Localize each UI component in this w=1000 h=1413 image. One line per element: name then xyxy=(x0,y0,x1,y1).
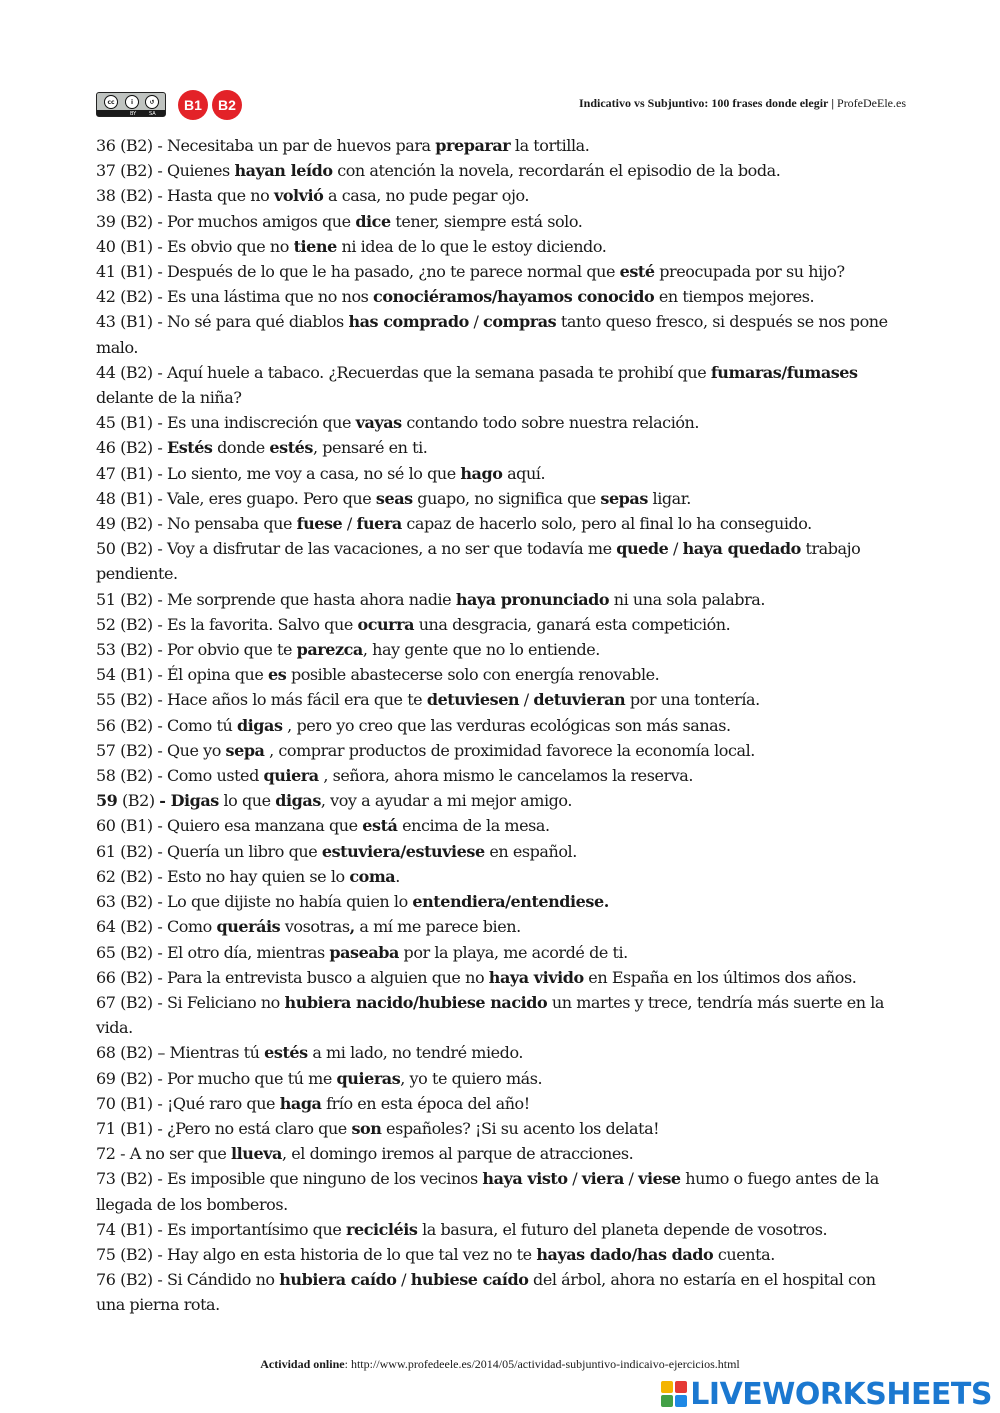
answer-verb: estuviera/estuviese xyxy=(321,841,485,861)
sentence-text: 40 (B1) - Es obvio que no xyxy=(96,236,294,256)
answer-verb: Estés xyxy=(166,438,213,458)
sentence-text: , señora, ahora mismo le cancelamos la reserva. xyxy=(318,766,693,786)
sentence-text: 55 (B2) - Hace años lo más fácil era que te xyxy=(96,690,427,710)
sentence-text: 49 (B2) - No pensaba que xyxy=(96,514,297,534)
sentence-item xyxy=(96,864,908,889)
sentence-text: 46 (B2) - xyxy=(96,438,167,458)
answer-verb: parezca xyxy=(296,640,363,660)
answer-verb: sepa xyxy=(225,740,265,760)
sentence-text: 76 (B2) - Si Cándido no xyxy=(96,1270,280,1290)
sentence-text: a casa, no pude pegar ojo. xyxy=(323,186,529,206)
sentence-item xyxy=(96,209,908,234)
watermark-text: LIVEWORKSHEETS xyxy=(690,1376,992,1412)
sentence-item xyxy=(96,1116,908,1141)
sentence-text: a mi lado, no tendré miedo. xyxy=(307,1043,523,1063)
sentence-item xyxy=(96,1091,908,1116)
sentence-item xyxy=(96,713,908,738)
sentence-item xyxy=(96,889,908,914)
sentence-text: 42 (B2) - Es una lástima que no nos xyxy=(96,287,374,307)
sentence-text: 66 (B2) - Para la entrevista busco a alguien que no xyxy=(96,967,489,987)
sentence-text: 73 (B2) - Es imposible que ninguno de los vecinos xyxy=(96,1169,483,1189)
sentence-item xyxy=(96,259,908,284)
sentence-text: 37 (B2) - Quienes xyxy=(96,161,235,181)
sentence-text: 64 (B2) - Como xyxy=(96,917,217,937)
sentence-text: 41 (B1) - Después de lo que le ha pasado, ¿no te parece normal que xyxy=(96,262,620,282)
answer-verb: haya vivido xyxy=(488,967,584,987)
sentence-text: 70 (B1) - ¡Qué raro que xyxy=(96,1093,280,1113)
answer-verb: digas xyxy=(275,791,321,811)
sentence-text: , pero yo creo que las verduras ecológicas son más sanas. xyxy=(282,715,731,735)
footer-url[interactable]: http://www.profedeele.es/2014/05/actividad-subjuntivo-indicaivo-ejercicios.html xyxy=(350,1357,740,1371)
answer-verb: digas xyxy=(236,715,283,735)
sentence-item xyxy=(96,1040,908,1065)
sentence-text: frío en esta época del año! xyxy=(321,1093,530,1113)
answer-verb: quieras xyxy=(336,1068,401,1088)
answer-verb: fuera xyxy=(356,514,402,534)
answer-verb: , xyxy=(349,917,355,937)
sentence-item xyxy=(96,940,908,965)
answer-verb: entendiera/entendiese. xyxy=(412,892,609,912)
site-name: ProfeDeEle.es xyxy=(837,96,906,110)
sentence-text: tener, siempre está solo. xyxy=(390,211,583,231)
page-header xyxy=(96,88,906,122)
liveworksheets-watermark xyxy=(661,1377,992,1411)
sentence-text: 51 (B2) - Me sorprende que hasta ahora nadie xyxy=(96,589,456,609)
sentence-item xyxy=(96,990,908,1040)
sentence-text: delante de la niña? xyxy=(96,388,242,408)
sentence-text: 67 (B2) - Si Feliciano no xyxy=(96,992,285,1012)
sentence-text: ni idea de lo que le estoy diciendo. xyxy=(336,236,607,256)
answer-verb: haya visto xyxy=(482,1169,568,1189)
sentence-text: . xyxy=(395,866,400,886)
sentence-text: 36 (B2) - Necesitaba un par de huevos para xyxy=(96,136,436,155)
footer xyxy=(0,1357,1000,1372)
sentence-text: 48 (B1) - Vale, eres guapo. Pero que xyxy=(96,488,376,508)
sentence-text: preocupada por su hijo? xyxy=(654,262,845,282)
sentence-text: 72 - A no ser que xyxy=(96,1144,232,1164)
title-separator: | xyxy=(831,96,835,110)
attribution-icon: i xyxy=(125,95,139,109)
sentence-text: 58 (B2) - Como usted xyxy=(96,766,264,786)
answer-verb: recicléis xyxy=(345,1219,418,1239)
license-sa-label: SA xyxy=(149,111,156,117)
sentence-item xyxy=(96,662,908,687)
footer-label: Actividad online xyxy=(260,1357,345,1371)
answer-verb: hubiese caído xyxy=(410,1270,529,1290)
sentence-text: la basura, el futuro del planeta depende de vosotros. xyxy=(417,1219,828,1239)
sentence-item xyxy=(96,637,908,662)
sentence-text: tanto queso fresco, si después se nos pone malo. xyxy=(96,312,888,357)
sentence-item xyxy=(96,1066,908,1091)
sentence-text: 68 (B2) – Mientras tú xyxy=(96,1043,265,1063)
sentence-item xyxy=(96,158,908,183)
sentence-text: humo o fuego antes de la llegada de los bomberos. xyxy=(96,1169,879,1214)
sentence-text: 50 (B2) - Voy a disfrutar de las vacaciones, a no ser que todavía me xyxy=(96,539,617,559)
sentence-text: la tortilla. xyxy=(510,136,590,155)
sentence-text: (B2) xyxy=(117,791,160,811)
sentence-text: aquí. xyxy=(502,463,546,483)
sentence-text: por la playa, me acordé de ti. xyxy=(398,942,628,962)
sentence-text: , voy a ayudar a mi mejor amigo. xyxy=(320,791,572,811)
answer-verb: 59 xyxy=(96,791,118,811)
answer-verb: tiene xyxy=(293,236,337,256)
sentence-item xyxy=(96,410,908,435)
sentence-text: contando todo sobre nuestra relación. xyxy=(401,413,700,433)
sentence-text: 60 (B1) - Quiero esa manzana que xyxy=(96,816,363,836)
sentence-text: en español. xyxy=(484,841,577,861)
answer-verb: estés xyxy=(269,438,313,458)
sentence-text: , comprar productos de proximidad favorece la economía local. xyxy=(264,740,755,760)
answer-verb: fuese xyxy=(296,514,343,534)
answer-verb: ocurra xyxy=(357,614,415,634)
sentence-item xyxy=(96,486,908,511)
sentence-text: 65 (B2) - El otro día, mientras xyxy=(96,942,330,962)
sentence-text: donde xyxy=(212,438,270,458)
sentence-text: 61 (B2) - Quería un libro que xyxy=(96,841,322,861)
sentence-text: cuenta. xyxy=(713,1244,775,1264)
sentence-item xyxy=(96,813,908,838)
sentence-text: un martes y trece, tendría más suerte en la vida. xyxy=(96,992,885,1038)
sentence-item xyxy=(96,612,908,637)
sentence-text: / xyxy=(623,1169,639,1189)
sentence-item xyxy=(96,461,908,486)
answer-verb: dice xyxy=(355,211,391,231)
answer-verb: llueva xyxy=(231,1144,282,1164)
sentence-item xyxy=(96,133,908,158)
sentence-item xyxy=(96,788,908,813)
answer-verb: está xyxy=(362,816,398,836)
answer-verb: quede xyxy=(616,539,669,559)
answer-verb: coma xyxy=(349,866,396,886)
sentence-item xyxy=(96,738,908,763)
sentence-item xyxy=(96,284,908,309)
level-badge-b2: B2 xyxy=(212,90,242,120)
sentence-item xyxy=(96,360,908,410)
license-by-label: BY xyxy=(130,111,137,117)
sentence-text: / xyxy=(342,514,357,534)
answer-verb: hubiera nacido/hubiese nacido xyxy=(284,992,548,1012)
sentence-text: 54 (B1) - Él opina que xyxy=(96,665,269,685)
sentence-text: ligar. xyxy=(647,488,691,508)
answer-verb: - Digas xyxy=(159,791,219,811)
sentence-text: 52 (B2) - Es la favorita. Salvo que xyxy=(96,614,358,634)
sentence-text: lo que xyxy=(218,791,276,811)
footer-colon: : xyxy=(344,1357,348,1371)
sentence-text: del árbol, ahora no estaría en el hospital con una pierna rota. xyxy=(96,1270,876,1315)
answer-verb: esté xyxy=(619,262,655,282)
answer-verb: viera xyxy=(581,1169,624,1189)
sentence-text: 47 (B1) - Lo siento, me voy a casa, no sé lo que xyxy=(96,463,461,483)
sentence-text: , pensaré en ti. xyxy=(312,438,428,458)
cc-icon: cc xyxy=(104,95,118,109)
creative-commons-by-sa-icon xyxy=(96,92,166,117)
sentence-text: guapo, no significa que xyxy=(412,488,601,508)
sentence-text: / xyxy=(468,312,484,332)
sentence-text: trabajo pendiente. xyxy=(96,539,861,584)
answer-verb: compras xyxy=(483,312,557,332)
answer-verb: hago xyxy=(460,463,503,483)
sentence-text: / xyxy=(567,1169,582,1189)
answer-verb: es xyxy=(268,665,287,685)
answer-verb: haya quedado xyxy=(682,539,801,559)
sentence-item xyxy=(96,511,908,536)
answer-verb: paseaba xyxy=(329,942,399,962)
sentence-text: ni una sola palabra. xyxy=(609,589,766,609)
sentence-item xyxy=(96,435,908,460)
answer-verb: sepas xyxy=(600,488,648,508)
sentence-text: , hay gente que no lo entiende. xyxy=(362,640,600,660)
answer-verb: detuvieran xyxy=(533,690,626,710)
sentence-text: vosotras xyxy=(280,917,350,937)
document-title xyxy=(579,96,906,111)
sentence-text: posible abastecerse solo con energía renovable. xyxy=(286,665,660,685)
sentence-text: 74 (B1) - Es importantísimo que xyxy=(96,1219,346,1239)
answer-verb: volvió xyxy=(273,186,324,206)
sentence-text: a mí me parece bien. xyxy=(354,917,521,937)
answer-verb: fumaras/fumases xyxy=(710,362,858,382)
sentence-text: 39 (B2) - Por muchos amigos que xyxy=(96,211,356,231)
sentence-item xyxy=(96,183,908,208)
answer-verb: viese xyxy=(638,1169,681,1189)
answer-verb: conociéramos/hayamos conocido xyxy=(373,287,655,307)
sentence-text: por una tontería. xyxy=(625,690,760,710)
sentence-text: 63 (B2) - Lo que dijiste no había quien lo xyxy=(96,892,413,912)
sentence-text: 75 (B2) - Hay algo en esta historia de lo que tal vez no te xyxy=(96,1244,537,1264)
sentence-text: 71 (B1) - ¿Pero no está claro que xyxy=(96,1118,352,1138)
sentence-text: / xyxy=(396,1270,411,1290)
answer-verb: haga xyxy=(279,1093,322,1113)
sentence-text: capaz de hacerlo solo, pero al final lo ha conseguido. xyxy=(401,514,812,534)
sentence-item xyxy=(96,1141,908,1166)
sentence-text: una desgracia, ganará esta competición. xyxy=(414,614,731,634)
sentence-item xyxy=(96,763,908,788)
sentence-text: en España en los últimos dos años. xyxy=(583,967,857,987)
level-badge-b1: B1 xyxy=(178,90,208,120)
sentence-text: 38 (B2) - Hasta que no xyxy=(96,186,274,206)
sentence-item xyxy=(96,965,908,990)
sentence-item xyxy=(96,309,908,359)
sentence-text: 57 (B2) - Que yo xyxy=(96,740,226,760)
sentence-item xyxy=(96,1242,908,1267)
sentence-item xyxy=(96,687,908,712)
sentence-text: con atención la novela, recordarán el episodio de la boda. xyxy=(332,161,781,181)
answer-verb: seas xyxy=(375,488,413,508)
sentence-text: españoles? ¡Si su acento los delata! xyxy=(381,1118,660,1138)
sentence-text: / xyxy=(519,690,534,710)
answer-verb: hayan leído xyxy=(234,161,333,181)
answer-verb: hubiera caído xyxy=(279,1270,397,1290)
sentence-text: 45 (B1) - Es una indiscreción que xyxy=(96,413,356,433)
sentence-item xyxy=(96,1217,908,1242)
answer-verb: quiera xyxy=(263,766,319,786)
sentence-item xyxy=(96,1166,908,1216)
sentence-text: , el domingo iremos al parque de atracciones. xyxy=(281,1144,634,1164)
sentence-text: 53 (B2) - Por obvio que te xyxy=(96,640,297,660)
sentence-text: 69 (B2) - Por mucho que tú me xyxy=(96,1068,337,1088)
sentence-text: / xyxy=(668,539,683,559)
sentence-item xyxy=(96,536,908,586)
sentence-text: 62 (B2) - Esto no hay quien se lo xyxy=(96,866,350,886)
answer-verb: haya pronunciado xyxy=(455,589,610,609)
answer-verb: son xyxy=(351,1118,382,1138)
sentence-text: encima de la mesa. xyxy=(397,816,550,836)
sentence-item xyxy=(96,839,908,864)
sentence-text: , yo te quiero más. xyxy=(400,1068,543,1088)
title-text: Indicativo vs Subjuntivo: 100 frases donde elegir xyxy=(579,96,829,110)
sentence-item xyxy=(96,587,908,612)
sentence-text: 43 (B1) - No sé para qué diablos xyxy=(96,312,349,332)
sentence-text: 56 (B2) - Como tú xyxy=(96,715,237,735)
share-alike-icon: ↺ xyxy=(145,95,159,109)
answer-verb: has comprado xyxy=(348,312,469,332)
answer-verb: vayas xyxy=(355,413,402,433)
answer-verb: hayas dado/has dado xyxy=(536,1244,714,1264)
answer-verb: estés xyxy=(264,1043,308,1063)
sentence-item xyxy=(96,234,908,259)
sentence-text: en tiempos mejores. xyxy=(654,287,815,307)
sentence-item xyxy=(96,1267,908,1317)
sentence-list xyxy=(96,133,908,1318)
answer-verb: preparar xyxy=(435,136,511,155)
answer-verb: queráis xyxy=(216,917,281,937)
sentence-text: 44 (B2) - Aquí huele a tabaco. ¿Recuerdas que la semana pasada te prohibí que xyxy=(96,362,711,382)
liveworksheets-logo-icon xyxy=(661,1381,687,1407)
answer-verb: detuviesen xyxy=(426,690,520,710)
sentence-item xyxy=(96,914,908,939)
